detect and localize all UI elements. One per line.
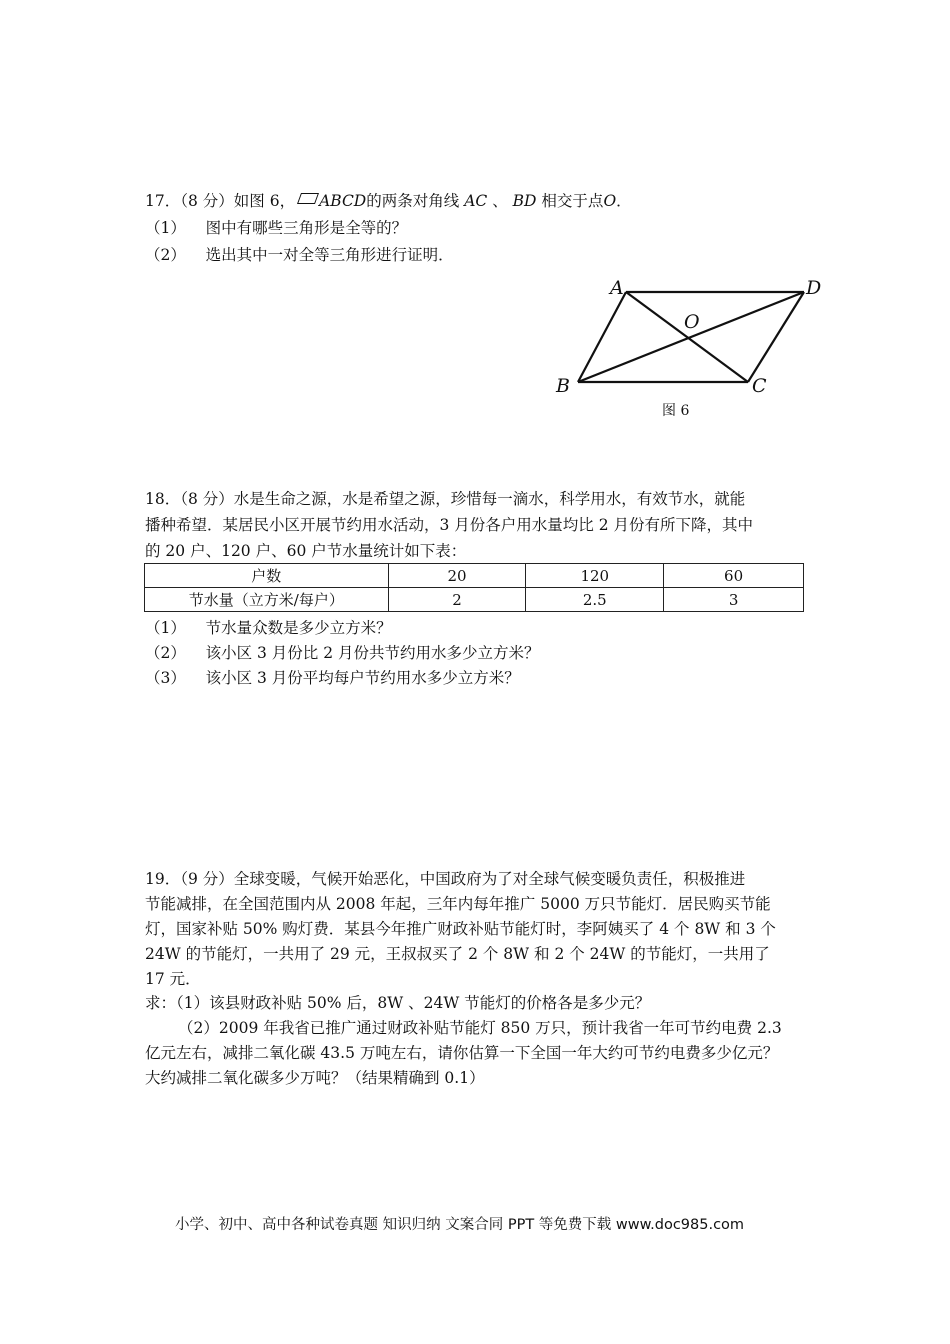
q19-line-2: 节能减排，在全国范围内从 2008 年起，三年内每年推广 5000 万只节能灯．居民购买节能 <box>145 895 771 913</box>
q19-line-3: 灯，国家补贴 50% 购灯费．某县今年推广财政补贴节能灯时，李阿姨买了 4 个 8W 和 3 个 <box>145 920 776 938</box>
q19-line-6: 求：（1）该县财政补贴 50% 后，8W 、24W 节能灯的价格各是多少元？ <box>145 994 651 1012</box>
table-cell: 20 <box>388 564 526 588</box>
table-cell: 2.5 <box>526 588 664 612</box>
table-cell: 3 <box>664 588 804 612</box>
q18-line-2: 播种希望．某居民小区开展节约用水活动，3 月份各户用水量均比 2 月份有所下降，其中 <box>145 516 754 534</box>
q18-line-1: 18．（8 分）水是生命之源，水是希望之源，珍惜每一滴水，科学用水，有效节水，就能 <box>145 490 746 508</box>
figure-caption: 图 6 <box>662 403 690 419</box>
footer-ad: 小学、初中、高中各种试卷真题 知识归纳 文案合同 PPT 等免费下载 www.doc985.com <box>175 1217 745 1233</box>
figure-6-parallelogram <box>548 272 838 422</box>
table-row <box>145 588 804 612</box>
q17-stem: 17．（8 分）如图 6， ABCD的两条对角线 AC 、 BD 相交于点O． <box>145 192 632 210</box>
side-dc <box>748 292 804 382</box>
table-cell: 2 <box>388 588 526 612</box>
q19-line-4: 24W 的节能灯，一共用了 29 元，王叔叔买了 2 个 8W 和 2 个 24W 的节能灯，一共用了 <box>145 945 770 963</box>
q19-line-1: 19．（9 分）全球变暖，气候开始恶化，中国政府为了对全球气候变暖负责任，积极推进 <box>145 870 746 888</box>
q18-sub-1: （1） 节水量众数是多少立方米？ <box>145 619 392 637</box>
table-cell: 60 <box>664 564 804 588</box>
side-ab <box>578 292 626 382</box>
label-o: O <box>684 311 700 333</box>
q18-sub-3: （3） 该小区 3 月份平均每户节约用水多少立方米？ <box>145 669 520 687</box>
parallelogram-icon <box>297 193 319 204</box>
q19-line-7: （2）2009 年我省已推广通过财政补贴节能灯 850 万只，预计我省一年可节约电费 2.3 <box>178 1019 782 1037</box>
label-c: C <box>752 375 767 397</box>
q18-line-3: 的 20 户、120 户、60 户节水量统计如下表： <box>145 542 467 560</box>
q18-sub-2: （2） 该小区 3 月份比 2 月份共节约用水多少立方米？ <box>145 644 540 662</box>
table-cell: 户数 <box>145 564 389 588</box>
table-cell: 节水量（立方米/每户） <box>145 588 389 612</box>
label-d: D <box>806 277 822 299</box>
q17-sub-2: （2） 选出其中一对全等三角形进行证明． <box>145 246 454 264</box>
table-cell: 120 <box>526 564 664 588</box>
q19-line-5: 17 元． <box>145 970 201 988</box>
diagonal-ac <box>626 292 748 382</box>
q19-line-9: 大约减排二氧化碳多少万吨？（结果精确到 0.1） <box>145 1069 485 1087</box>
label-b: B <box>556 375 570 397</box>
table-row <box>145 564 804 588</box>
q19-line-8: 亿元左右，减排二氧化碳 43.5 万吨左右，请你估算一下全国一年大约可节约电费多少亿元？ <box>145 1044 779 1062</box>
q17-sub-1: （1） 图中有哪些三角形是全等的？ <box>145 219 408 237</box>
diagonal-bd <box>578 292 804 382</box>
label-a: A <box>610 277 624 299</box>
water-saving-table <box>144 563 804 612</box>
